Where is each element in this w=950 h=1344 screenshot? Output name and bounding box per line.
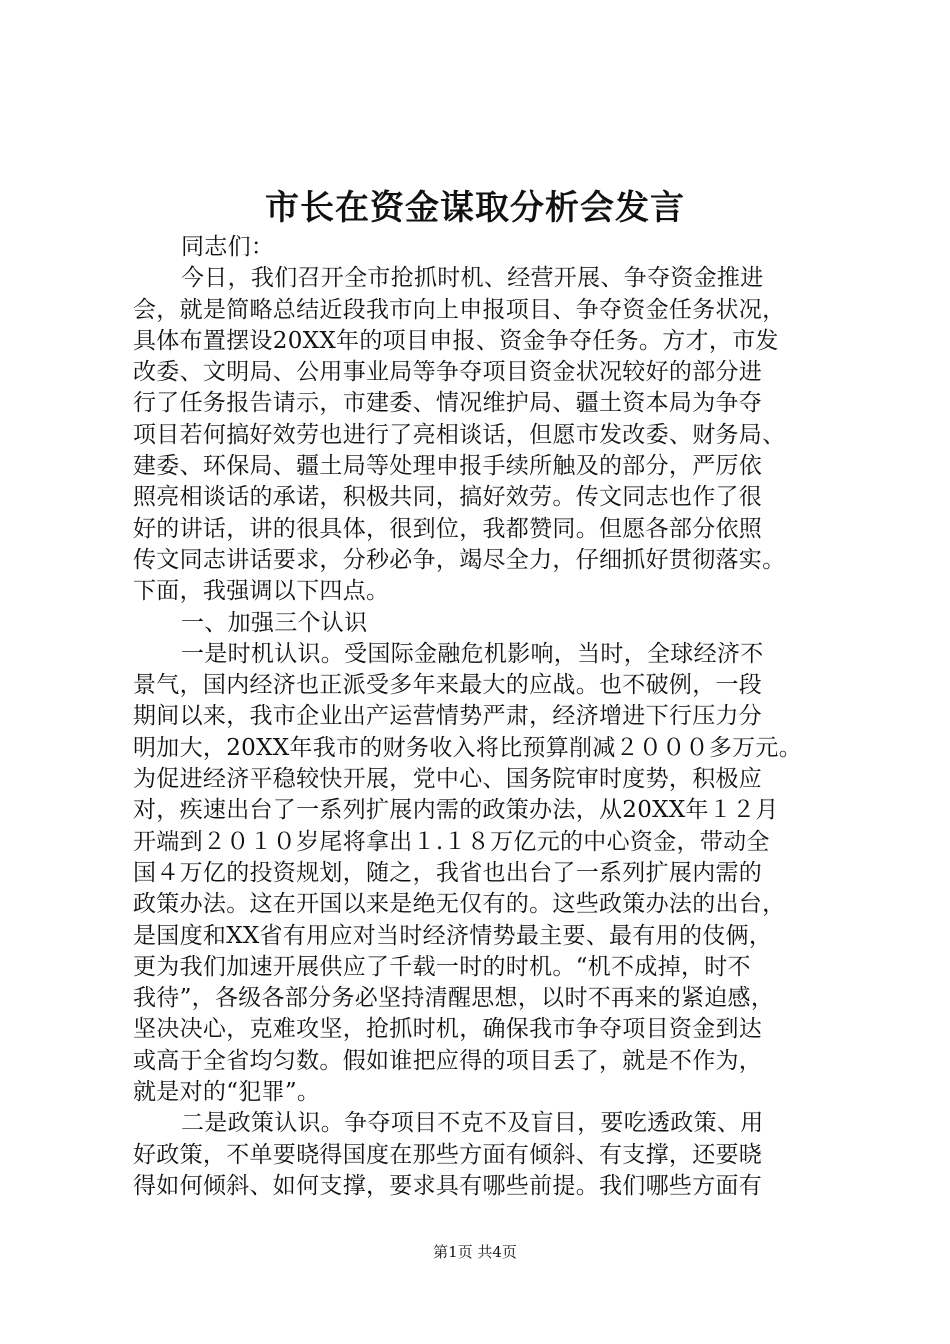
text-line: 今日，我们召开全市抢抓时机、经营开展、争夺资金推进 — [181, 265, 764, 292]
text-line: 好政策，不单要晓得国度在那些方面有倾斜、有支撑，还要晓 — [133, 1141, 763, 1168]
text-line: 为促进经济平稳较快开展，党中心、国务院审时度势，积极应 — [133, 766, 763, 793]
text-line: 明加大，20XX年我市的财务收入将比预算削减２０００多万元。 — [133, 734, 803, 761]
text-line: 项目若何搞好效劳也进行了亮相谈话，但愿市发改委、财务局、 — [133, 421, 786, 448]
text-line: 开端到２０１０岁尾将拿出１.１８万亿元的中心资金，带动全 — [133, 828, 770, 855]
text-line: 我待”，各级各部分务必坚持清醒思想，以时不再来的紧迫感， — [133, 985, 775, 1012]
text-line: 同志们： — [181, 234, 275, 260]
text-line: 一、加强三个认识 — [181, 609, 368, 636]
text-line: 好的讲话，讲的很具体，很到位，我都赞同。但愿各部分依照 — [133, 515, 763, 542]
page-title: 市长在资金谋取分析会发言 — [265, 188, 685, 228]
text-line: 政策办法。这在开国以来是绝无仅有的。这些政策办法的出台， — [133, 891, 786, 918]
text-line: 是国度和XX省有用应对当时经济情势最主要、最有用的伎俩， — [133, 922, 773, 949]
document-body — [133, 232, 853, 1202]
text-line: 就是对的“犯罪”。 — [133, 1079, 321, 1106]
text-line: 或高于全省均匀数。假如谁把应得的项目丢了，就是不作为， — [133, 1047, 763, 1074]
text-line: 传文同志讲话要求，分秒必争，竭尽全力，仔细抓好贯彻落实。 — [133, 546, 786, 573]
text-line: 具体布置摆设20XX年的项目申报、资金争夺任务。方才，市发 — [133, 327, 779, 354]
text-line: 景气，国内经济也正派受多年来最大的应战。也不破例，一段 — [133, 672, 763, 699]
text-line: 会，就是简略总结近段我市向上申报项目、争夺资金任务状况， — [133, 296, 786, 323]
text-line: 一是时机认识。受国际金融危机影响，当时，全球经济不 — [181, 640, 764, 667]
text-line: 坚决决心，克难攻坚，抢抓时机，确保我市争夺项目资金到达 — [133, 1016, 763, 1043]
text-line: 照亮相谈话的承诺，积极共同，搞好效劳。传文同志也作了很 — [133, 484, 763, 511]
text-line: 国４万亿的投资规划，随之，我省也出台了一系列扩展内需的 — [133, 859, 763, 886]
text-line: 对，疾速出台了一系列扩展内需的政策办法，从20XX年１２月 — [133, 797, 779, 824]
text-line: 更为我们加速开展供应了千载一时的时机。“机不成掉，时不 — [133, 953, 751, 980]
text-line: 下面，我强调以下四点。 — [133, 578, 390, 605]
text-line: 期间以来，我市企业出产运营情势严肃，经济增进下行压力分 — [133, 703, 763, 730]
text-line: 二是政策认识。争夺项目不克不及盲目，要吃透政策、用 — [181, 1110, 764, 1137]
text-line: 改委、文明局、公用事业局等争夺项目资金状况较好的部分进 — [133, 359, 763, 386]
text-line: 得如何倾斜、如何支撑，要求具有哪些前提。我们哪些方面有 — [133, 1172, 763, 1199]
text-line: 行了任务报告请示，市建委、情况维护局、疆土资本局为争夺 — [133, 390, 763, 417]
text-line: 建委、环保局、疆土局等处理申报手续所触及的部分，严厉依 — [133, 453, 763, 480]
page-footer: 第1页 共4页 — [433, 1243, 517, 1261]
